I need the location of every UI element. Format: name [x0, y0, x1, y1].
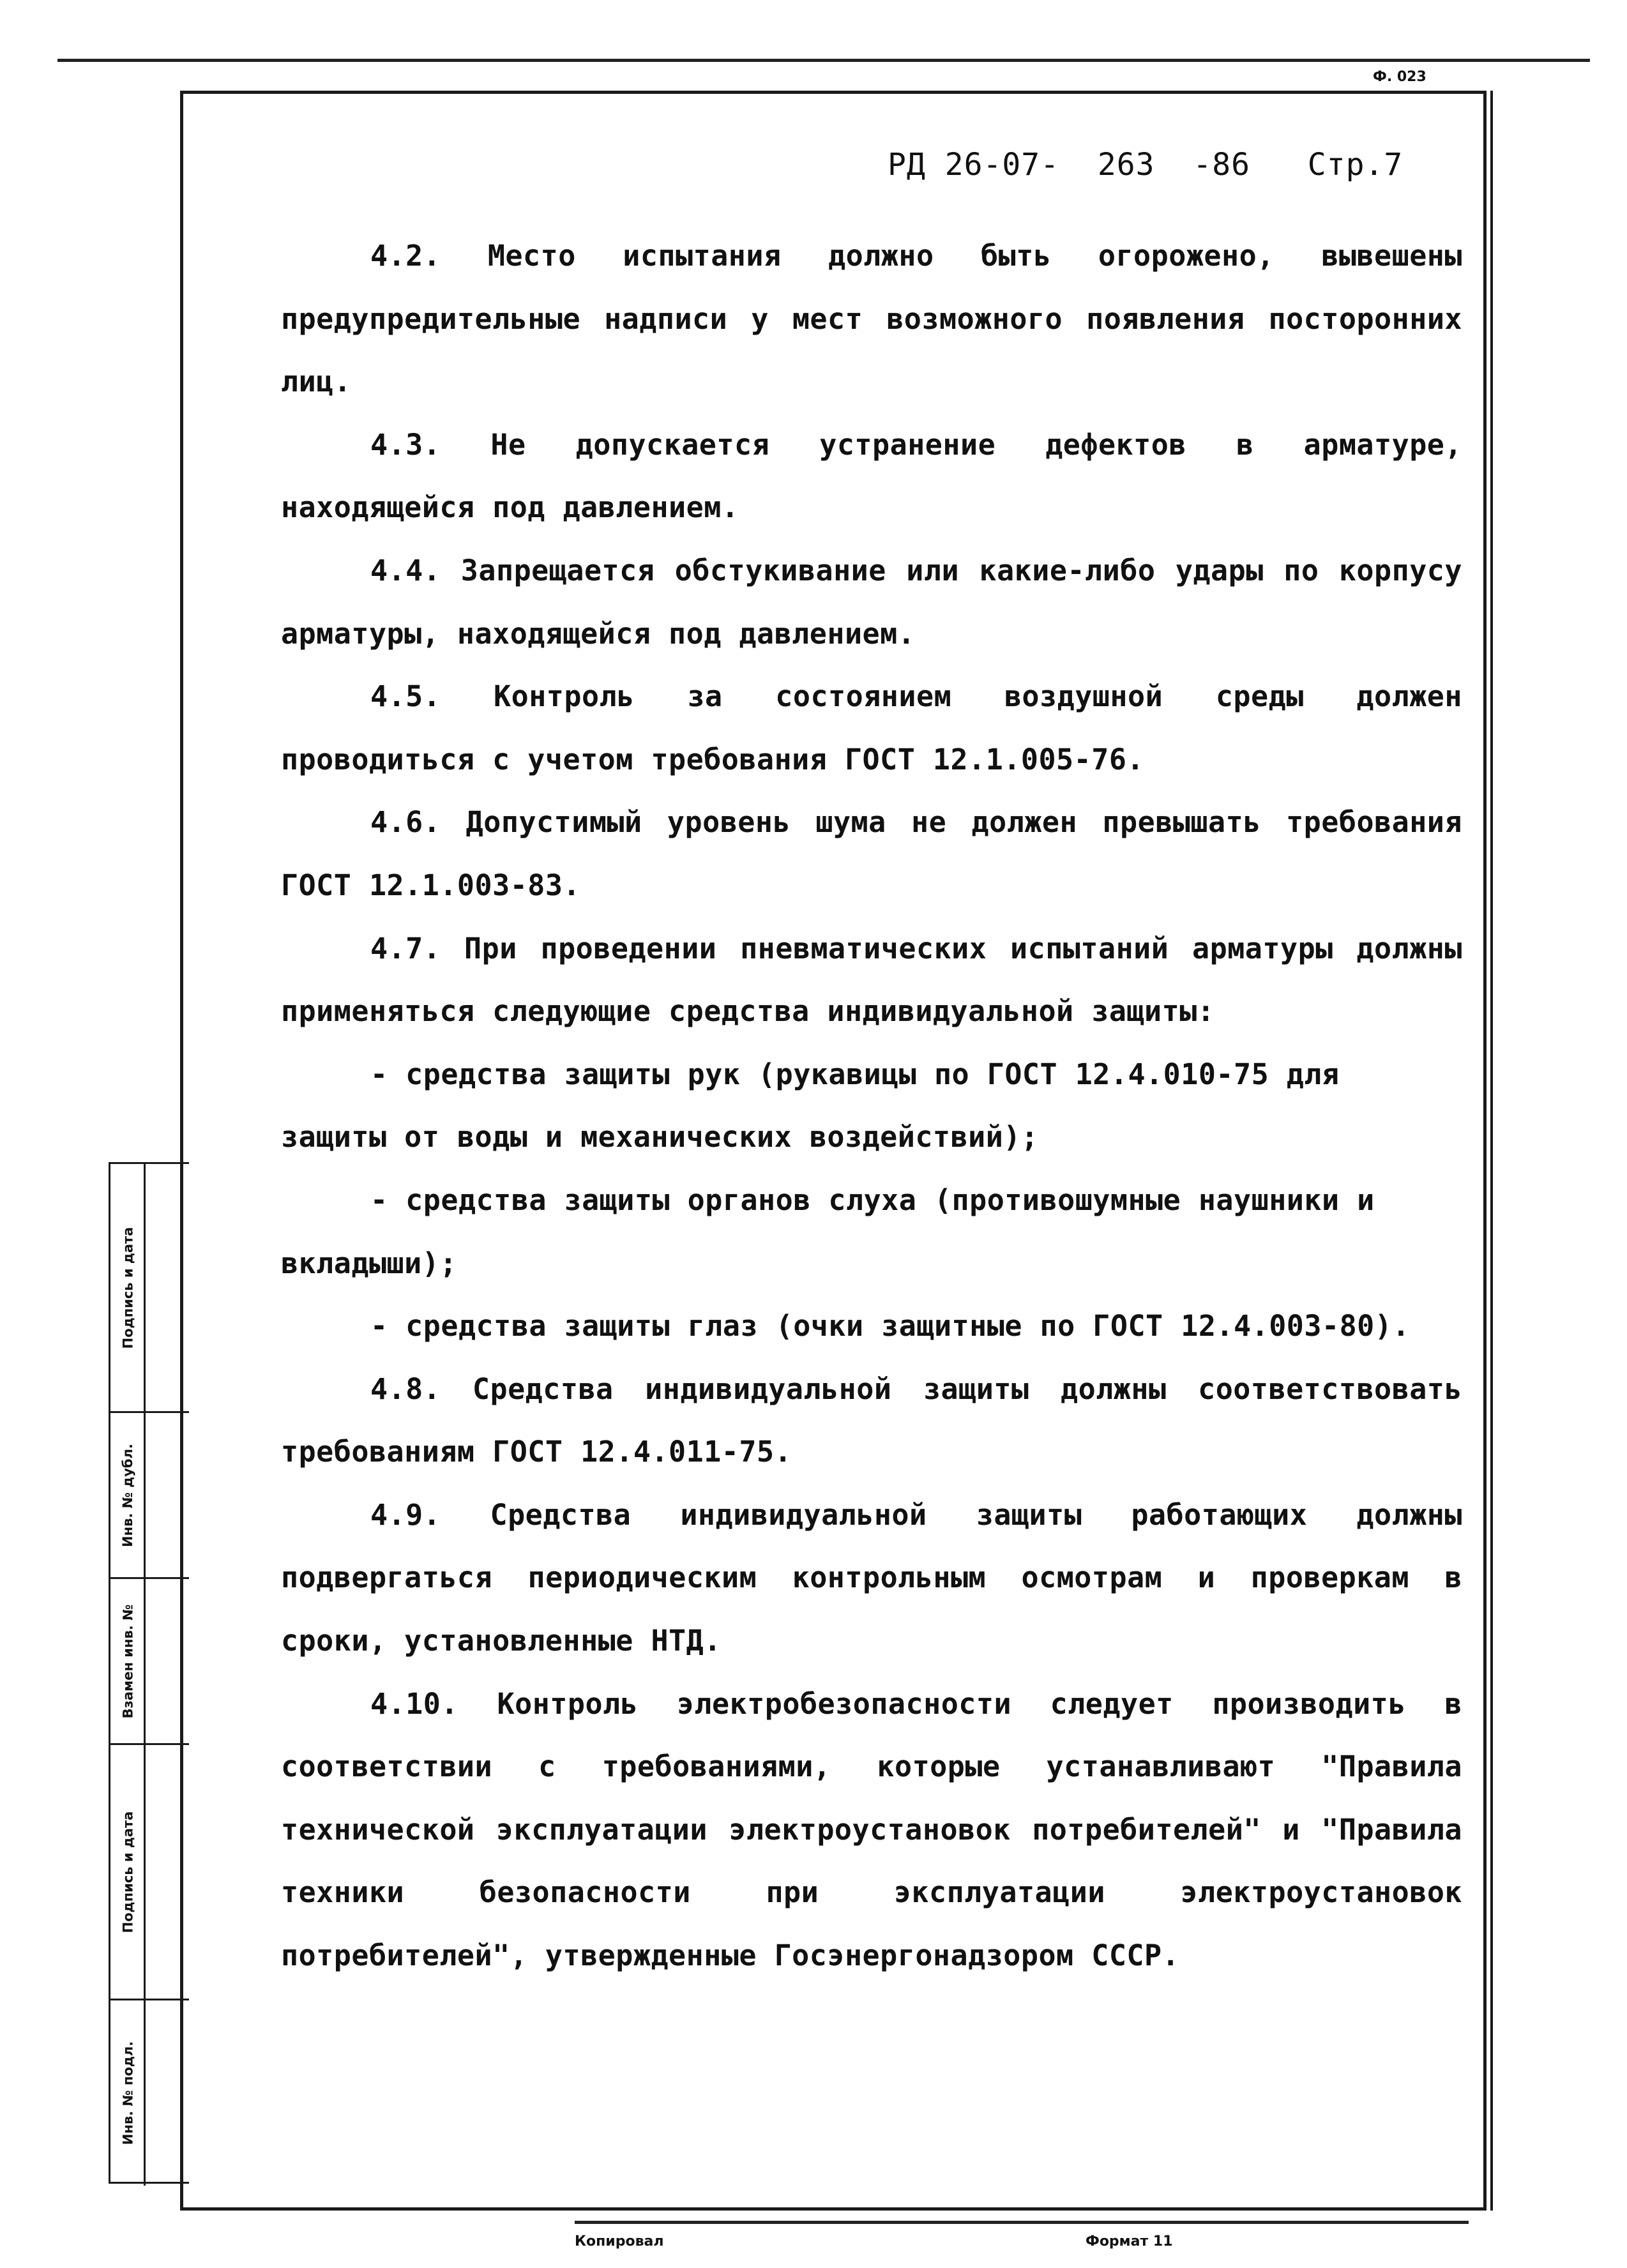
stamp-label: Взамен инв. № [120, 1604, 135, 1718]
top-rule [57, 59, 1590, 62]
stamp-cell-signature-date-2 [110, 1745, 189, 2000]
stamp-cell-vzam-inv [110, 1579, 189, 1745]
bottom-rule [575, 2221, 1469, 2224]
stamp-label: Подпись и дата [120, 1227, 136, 1349]
document-body [281, 225, 1462, 1988]
paragraph-4-2: 4.2. Место испытания должно быть огорожено, вывешены предупредительные надписи у мест возможного появления посторонних лиц. [281, 239, 1462, 399]
paragraph-4-5: 4.5. Контроль за состоянием воздушной среды должен проводиться с учетом требования ГОСТ 12.1.005-76. [281, 679, 1462, 776]
list-item-hearing-protection: - средства защиты органов слуха (противошумные наушники и вкладыши); [281, 1183, 1375, 1280]
document-header-code: РД 26-07- 263 -86 Стр.7 [888, 147, 1404, 183]
paragraph-4-10: 4.10. Контроль электробезопасности следует производить в соответствии с требованиями, которые устанавливают "Правила технической эксплуатации электроустановок потребителей" и "Правила техники безопасности при эксплуатации электроустановок потребителей", утвержденные Госэнергонадзором СССР. [281, 1686, 1462, 1973]
page-frame-right-line [1490, 91, 1493, 2211]
format-code: Ф. 023 [1373, 69, 1426, 85]
stamp-cell-signature-date-1 [110, 1164, 189, 1413]
paragraph-4-3: 4.3. Не допускается устранение дефектов в арматуре, находящейся под давлением. [281, 427, 1462, 525]
paragraph-4-4: 4.4. Запрещается обстукивание или какие-либо удары по корпусу арматуры, находящейся под давлением. [281, 553, 1462, 651]
footer-copied-label: Копировал [575, 2234, 664, 2249]
footer-format-label: Формат 11 [1086, 2234, 1173, 2249]
stamp-label: Подпись и дата [120, 1811, 136, 1933]
paragraph-4-7: 4.7. При проведении пневматических испытаний арматуры должны применяться следующие средства индивидуальной защиты: [281, 931, 1462, 1029]
paragraph-4-9: 4.9. Средства индивидуальной защиты работающих должны подвергаться периодическим контрольным осмотрам и проверкам в сроки, установленные НТД. [281, 1497, 1462, 1658]
stamp-label: Инв. № подл. [120, 2041, 135, 2145]
paragraph-4-6: 4.6. Допустимый уровень шума не должен превышать требования ГОСТ 12.1.003-83. [281, 805, 1462, 902]
list-item-hand-protection: - средства защиты рук (рукавицы по ГОСТ 12.4.010-75 для защиты от воды и механических воздействий); [281, 1057, 1340, 1154]
stamp-label: Инв. № дубл. [120, 1443, 136, 1547]
paragraph-4-8: 4.8. Средства индивидуальной защиты должны соответствовать требованиям ГОСТ 12.4.011-75. [281, 1372, 1462, 1469]
stamp-cell-inv-dubl [110, 1413, 189, 1579]
stamp-cell-inv-podl [110, 2000, 189, 2186]
list-item-eye-protection: - средства защиты глаз (очки защитные по ГОСТ 12.4.003-80). [370, 1309, 1410, 1343]
stamp-column [109, 1162, 189, 2184]
